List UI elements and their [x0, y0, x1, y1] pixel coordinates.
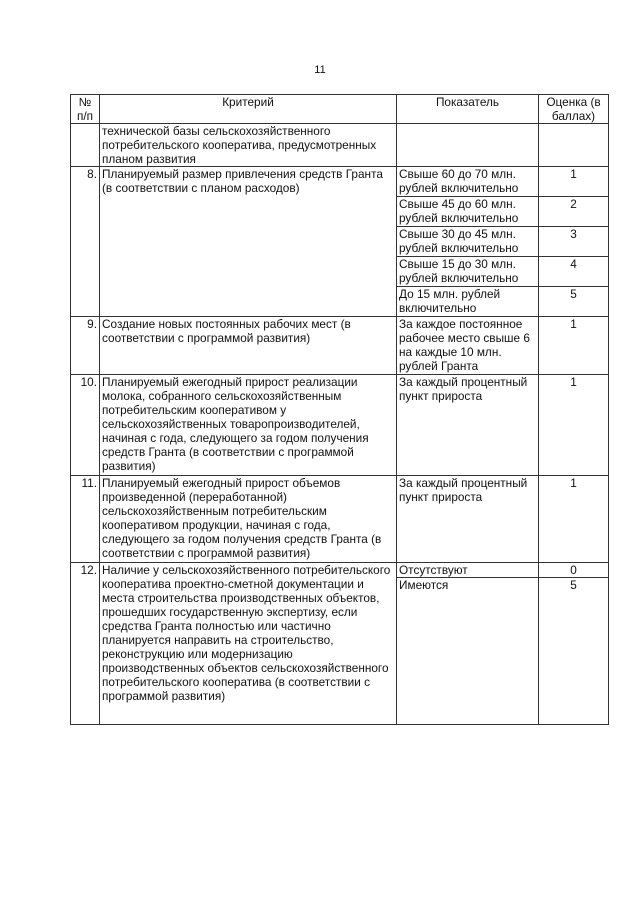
score-cell: 0	[539, 563, 609, 578]
indicator-cell: Свыше 30 до 45 млн. рублей включительно	[397, 227, 539, 257]
row-num: 12.	[71, 563, 100, 725]
table-row	[71, 375, 609, 476]
header-num: № п/п	[71, 95, 100, 124]
score-cell: 3	[539, 227, 609, 257]
header-criterion: Критерий	[100, 95, 397, 124]
criterion-cell: Планируемый размер привлечения средств Гранта (в соответствии с планом расходов)	[100, 167, 397, 317]
indicator-cell: Отсутствуют	[397, 563, 539, 578]
indicator-cell: До 15 млн. рублей включительно	[397, 287, 539, 317]
row-num: 8.	[71, 167, 100, 317]
criteria-table	[70, 94, 609, 725]
indicator-cell: За каждый процентный пункт прироста	[397, 476, 539, 563]
indicator-cell: Свыше 15 до 30 млн. рублей включительно	[397, 257, 539, 287]
row-num	[71, 124, 100, 167]
table-row	[71, 317, 609, 375]
row-num: 9.	[71, 317, 100, 375]
criterion-cell: технической базы сельскохозяйственного потребительского кооператива, предусмотренных планом развития	[100, 124, 397, 167]
score-cell: 5	[539, 578, 609, 725]
indicator-cell: Имеются	[397, 578, 539, 725]
table-row	[71, 563, 609, 578]
table-row	[71, 476, 609, 563]
table-row	[71, 167, 609, 197]
page-number: 11	[314, 64, 326, 76]
score-cell: 1	[539, 167, 609, 197]
criterion-cell: Планируемый ежегодный прирост реализации молока, собранного сельскохозяйственным потребительским кооперативом у сельскохозяйственных товаропроизводителей, начиная с года, следующего за годом получения средств Гранта (в соответствии с программой развития)	[100, 375, 397, 476]
score-cell	[539, 124, 609, 167]
score-cell: 4	[539, 257, 609, 287]
row-num: 11.	[71, 476, 100, 563]
indicator-cell	[397, 124, 539, 167]
indicator-cell: Свыше 60 до 70 млн. рублей включительно	[397, 167, 539, 197]
indicator-cell: Свыше 45 до 60 млн. рублей включительно	[397, 197, 539, 227]
indicator-cell: За каждое постоянное рабочее место свыше 6 на каждые 10 млн. рублей Гранта	[397, 317, 539, 375]
score-cell: 1	[539, 317, 609, 375]
criterion-cell: Создание новых постоянных рабочих мест (в соответствии с программой развития)	[100, 317, 397, 375]
criterion-cell: Наличие у сельскохозяйственного потребительского кооператива проектно-сметной документации и места строительства производственных объектов, прошедших государственную экспертизу, если средства Гранта полностью или частично планируется направить на строительство, реконструкцию или модернизацию производственных объектов сельскохозяйственного потребительского кооператива (в соответствии с программой развития)	[100, 563, 397, 725]
criterion-cell: Планируемый ежегодный прирост объемов произведенной (переработанной) сельскохозяйственным потребительским кооперативом продукции, начиная с года, следующего за годом получения средств Гранта (в соответствии с программой развития)	[100, 476, 397, 563]
table-header-row	[71, 95, 609, 124]
header-indicator: Показатель	[397, 95, 539, 124]
header-score: Оценка (в баллах)	[539, 95, 609, 124]
row-num: 10.	[71, 375, 100, 476]
score-cell: 5	[539, 287, 609, 317]
score-cell: 1	[539, 476, 609, 563]
table-row	[71, 124, 609, 167]
indicator-cell: За каждый процентный пункт прироста	[397, 375, 539, 476]
score-cell: 1	[539, 375, 609, 476]
score-cell: 2	[539, 197, 609, 227]
